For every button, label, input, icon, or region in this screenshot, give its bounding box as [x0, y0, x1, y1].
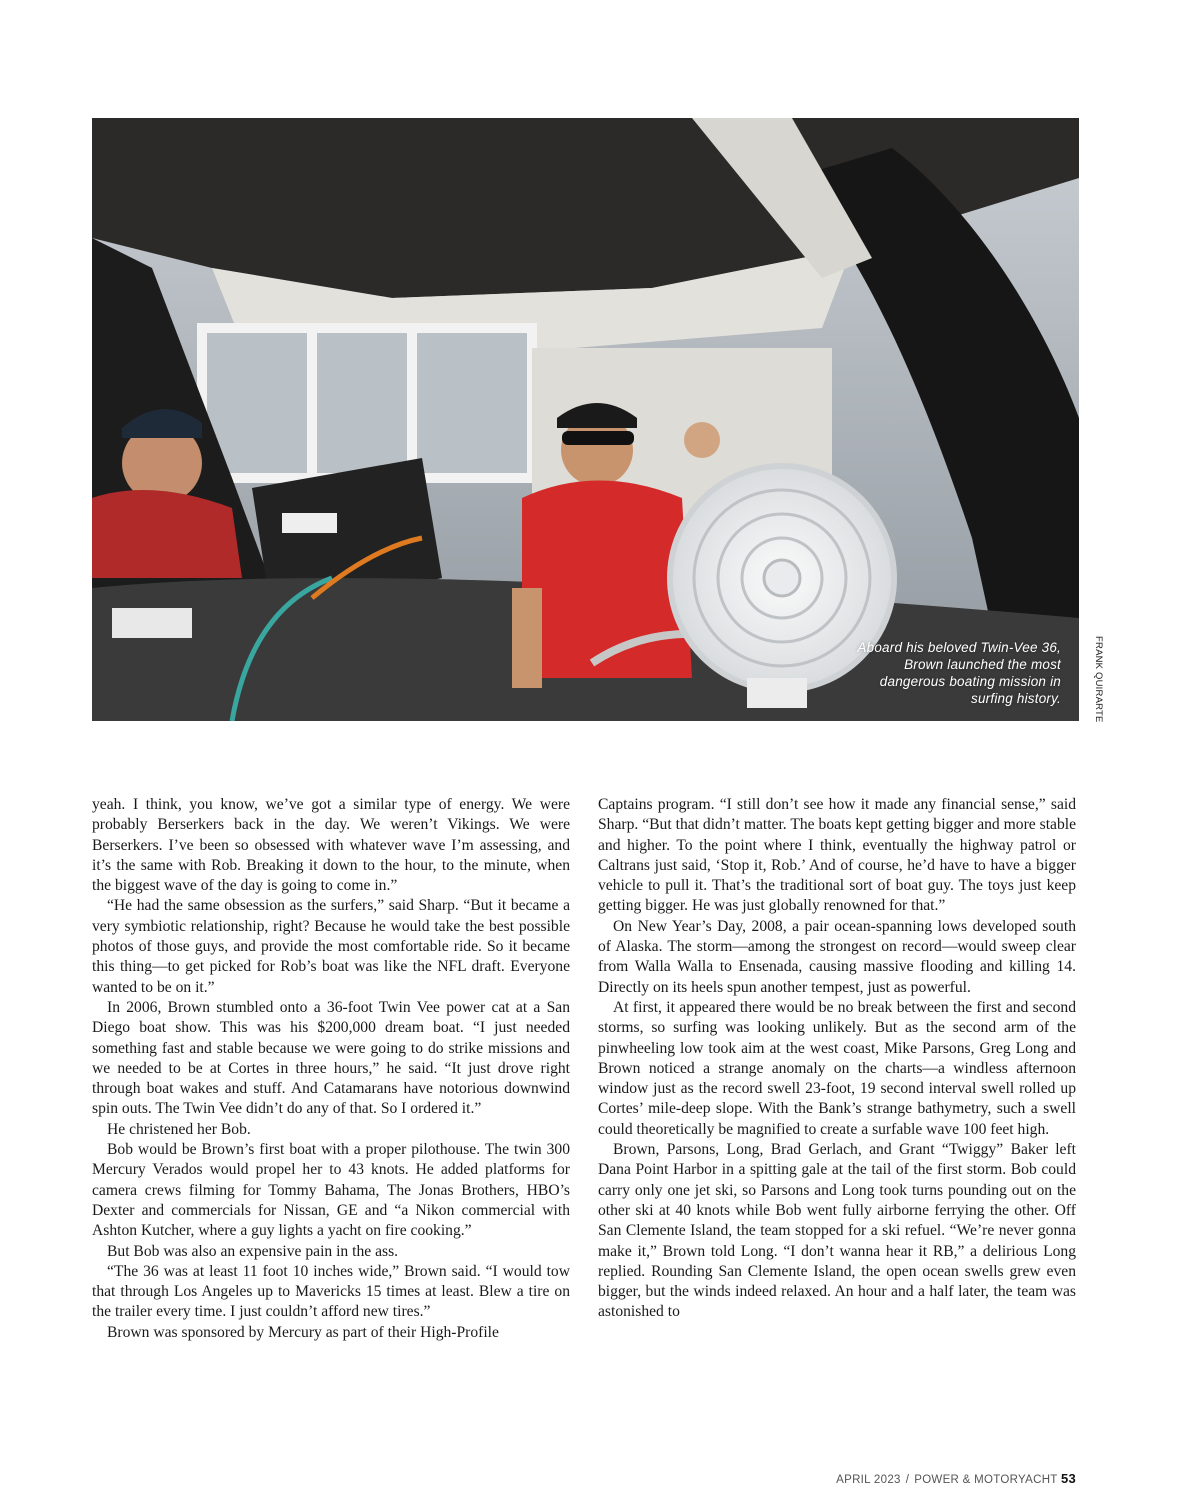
paragraph: Brown, Parsons, Long, Brad Gerlach, and Grant “Twiggy” Baker left Dana Point Harbor in a spitting gale at the tail of the first storm. Bob could carry only one jet ski, so Parsons and Long took turns pounding out on the other ski at 40 knots while Bob went fully airborne ferrying the other. Off San Clemente Island, the team stopped for a ski refuel. “We’re never gonna make it,” Brown told Long. “I don’t wanna hear it RB,” a delirious Long replied. Rounding San Clemente Island, the open ocean swells grew even bigger, but the winds indeed relaxed. An hour and a half later, the team was astonished to [598, 1141, 1076, 1321]
photo-credit: FRANK QUIRARTE [1093, 636, 1104, 723]
article-column-right [598, 795, 1076, 1323]
paragraph: But Bob was also an expensive pain in the ass. [107, 1242, 399, 1260]
paragraph: “The 36 was at least 11 foot 10 inches wide,” Brown said. “I would tow that through Los Angeles up to Mavericks 15 times at least. Blew a tire on the trailer every time. I just couldn’t afford new tires.” [92, 1262, 570, 1321]
article-photo [92, 118, 1079, 721]
page-number: 53 [1060, 1471, 1076, 1486]
boat-cabin-photo [92, 118, 1079, 721]
paragraph: On New Year’s Day, 2008, a pair ocean-spanning lows developed south of Alaska. The storm—among the strongest on record—would sweep clear from Walla Walla to Ensenada, causing massive flooding and killing 14. Directly on its heels spun another tempest, just as powerful. [598, 917, 1076, 996]
article-column-left [92, 795, 570, 1343]
paragraph: At first, it appeared there would be no break between the first and second storms, so surfing was looking unlikely. But as the second arm of the pinwheeling low took aim at the west coast, Mike Parsons, Greg Long and Brown noticed a strange anomaly on the charts—a windless afternoon window just as the record swell 23-foot, 19 second interval swell rolled up Cortes’ mile-deep slope. With the Bank’s strange bathymetry, such a swell could theoretically be magnified to create a surfable wave 100 feet high. [598, 998, 1076, 1138]
paragraph: Captains program. “I still don’t see how it made any financial sense,” said Sharp. “But that didn’t matter. The boats kept getting bigger and more stable and higher. To the point where I think, eventually the highway patrol or Caltrans just said, ‘Stop it, Rob.’ And of course, he’d have to have a bigger vehicle to pull it. That’s the traditional sort of boat guy. The toys just keep getting bigger. He was just globally renowned for that.” [598, 796, 1076, 915]
paragraph: Brown was sponsored by Mercury as part of their High-Profile [107, 1323, 499, 1341]
page-footer [836, 1471, 1076, 1486]
photo-caption: Aboard his beloved Twin-Vee 36, Brown launched the most dangerous boating mission in surfing history. [857, 640, 1061, 706]
paragraph: “He had the same obsession as the surfers,” said Sharp. “But it became a very symbiotic relationship, right? Because he would take the best possible photos of those guys, and provide the most comfortable ride. So it became this thing—to get picked for Rob’s boat was like the NFL draft. Everyone wanted to be on it.” [92, 897, 570, 996]
paragraph: yeah. I think, you know, we’ve got a similar type of energy. We were probably Berserkers back in the day. We weren’t Vikings. We were Berserkers. I’ve been so obsessed with whatever wave I’m assessing, and it’s the same with Rob. Breaking it down to the hour, to the minute, when the biggest wave of the day is going to come in.” [92, 796, 570, 895]
issue-date: APRIL 2023 [836, 1474, 901, 1486]
paragraph: In 2006, Brown stumbled onto a 36-foot Twin Vee power cat at a San Diego boat show. This was his $200,000 dream boat. “I just needed something fast and stable because we were going to do strike missions and we needed to be at Cortes in three hours,” he said. “It just drove right through boat wakes and stuff. And Catamarans have notorious downwind spin outs. The Twin Vee didn’t do any of that. So I ordered it.” [92, 998, 570, 1118]
paragraph: He christened her Bob. [107, 1120, 251, 1138]
footer-separator: / [905, 1474, 910, 1486]
paragraph: Bob would be Brown’s first boat with a proper pilothouse. The twin 300 Mercury Verados would propel her to 43 knots. He added platforms for camera crews filming for Tommy Bahama, The Jonas Brothers, HBO’s Dexter and commercials for Nissan, GE and “a Nikon commercial with Ashton Kutcher, where a guy lights a yacht on fire cooking.” [92, 1141, 570, 1240]
magazine-name: POWER & MOTORYACHT [914, 1474, 1058, 1486]
